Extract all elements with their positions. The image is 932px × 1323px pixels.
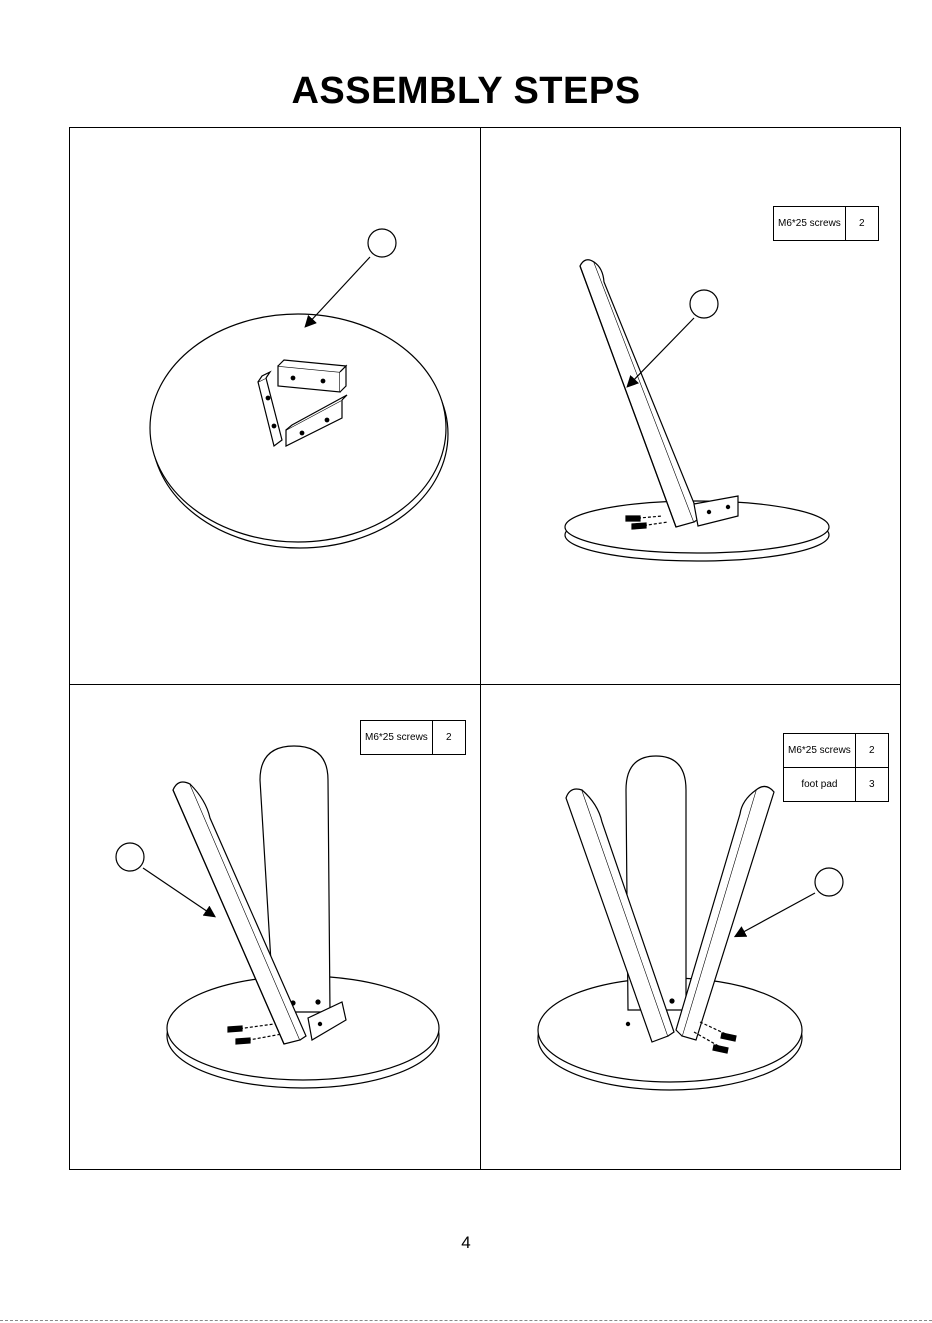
table-row (361, 721, 466, 755)
step2-callout-circle (690, 290, 718, 318)
table-row (784, 768, 889, 802)
page-bottom-edge (0, 1320, 932, 1321)
step3-callout-arrow (143, 868, 214, 916)
step4-callout-circle (815, 868, 843, 896)
page-number: 4 (461, 1233, 471, 1252)
step4-illustration (538, 756, 843, 1090)
part-qty: 2 (845, 207, 878, 241)
step2-parts-table (773, 206, 879, 241)
table-row (774, 207, 879, 241)
part-qty: 3 (855, 768, 888, 802)
part-name: foot pad (784, 768, 856, 802)
page-title: ASSEMBLY STEPS (291, 70, 641, 112)
part-name: M6*25 screws (784, 734, 856, 768)
step1-illustration (150, 229, 448, 548)
step2-illustration (565, 260, 829, 561)
part-qty: 2 (855, 734, 888, 768)
step1-callout-circle (368, 229, 396, 257)
step2-callout-arrow (628, 318, 694, 386)
step3-illustration (116, 746, 439, 1088)
part-qty: 2 (432, 721, 465, 755)
step1-callout-arrow (306, 257, 370, 326)
table-row (784, 734, 889, 768)
step3-parts-table (360, 720, 466, 755)
part-name: M6*25 screws (361, 721, 433, 755)
step4-callout-arrow (736, 893, 815, 936)
step4-parts-table (783, 733, 889, 802)
step2-leg (580, 260, 700, 527)
part-name: M6*25 screws (774, 207, 846, 241)
step1-bracket-back (278, 360, 346, 392)
step3-callout-circle (116, 843, 144, 871)
